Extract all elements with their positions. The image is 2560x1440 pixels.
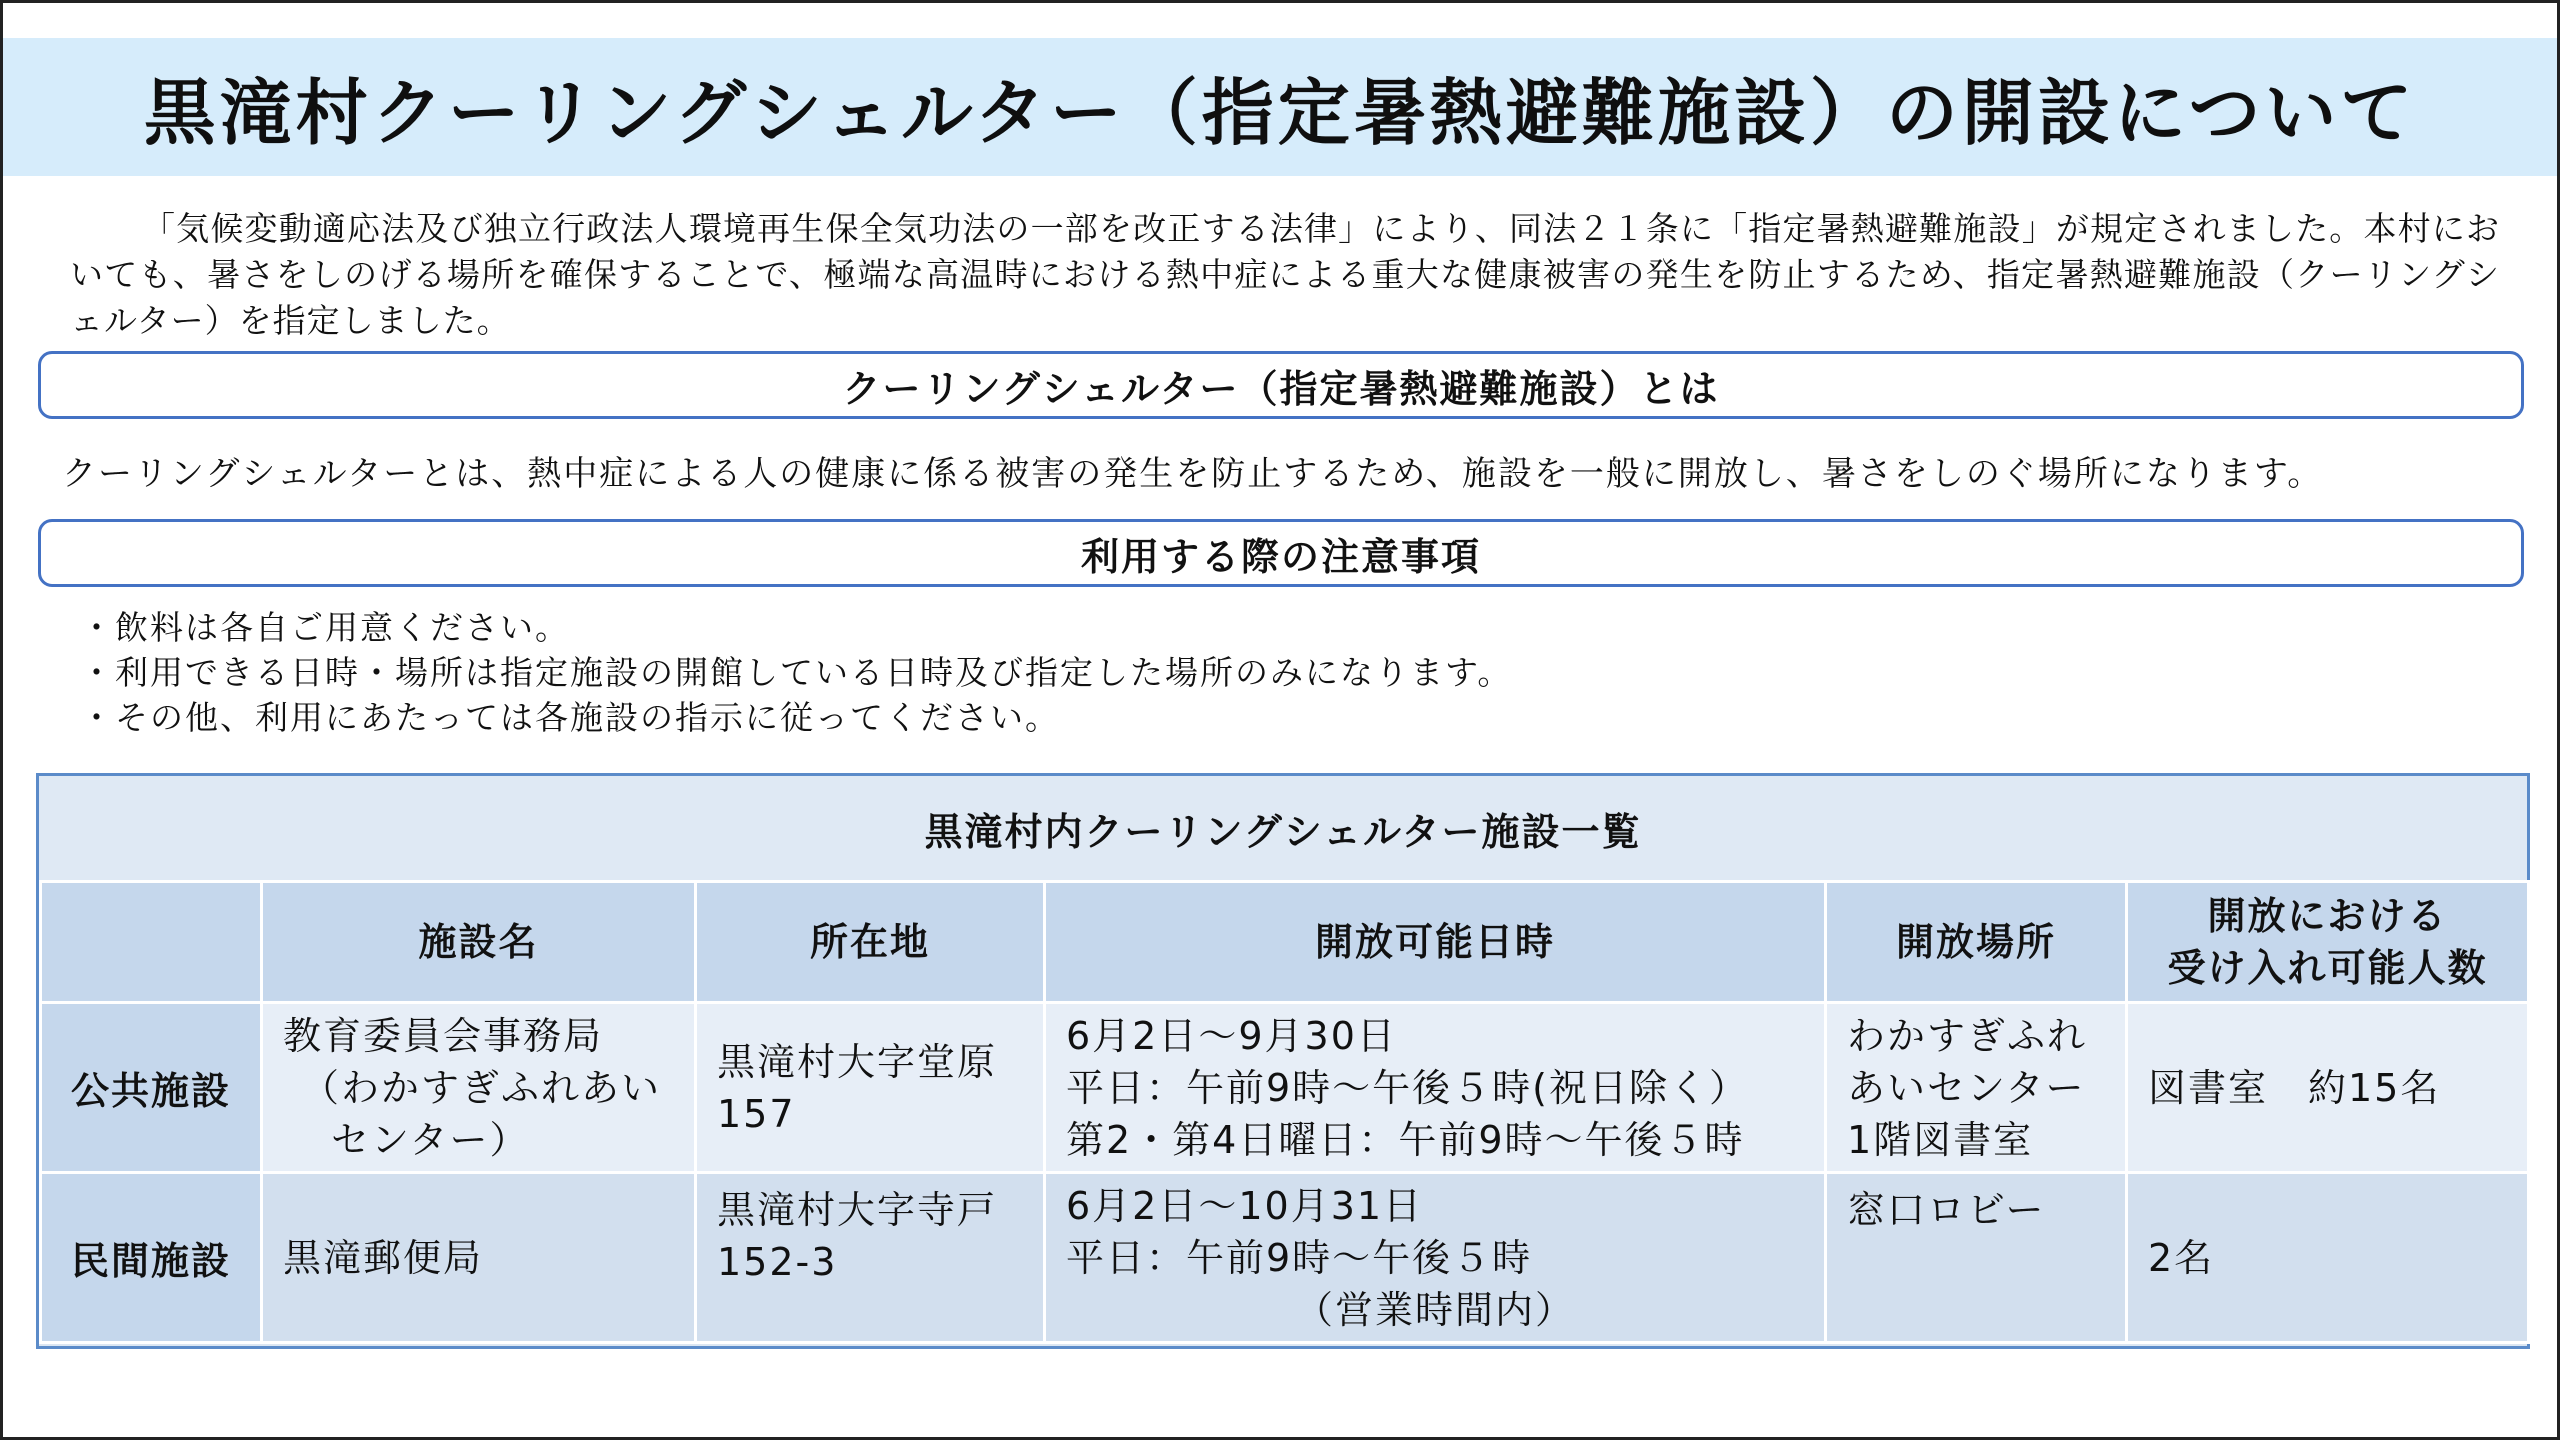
definition-text: クーリングシェルターとは、熱中症による人の健康に係る被害の発生を防止するため、施設を一般に開放し、暑さをしのぐ場所になります。 bbox=[62, 454, 2324, 494]
row-category: 民間施設 bbox=[41, 1173, 262, 1343]
place-line: あいセンター bbox=[1847, 1065, 2086, 1110]
notes-heading: 利用する際の注意事項 bbox=[38, 519, 2524, 587]
table-caption: 黒滝村内クーリングシェルター施設一覧 bbox=[39, 776, 2527, 880]
header-address: 所在地 bbox=[696, 882, 1045, 1003]
note-item: ・その他、利用にあたっては各施設の指示に従ってください。 bbox=[80, 698, 1060, 737]
facility-name-line: 教育委員会事務局 bbox=[283, 1013, 604, 1058]
note-item: ・飲料は各自ご用意ください。 bbox=[80, 608, 570, 647]
facility-name-cell bbox=[262, 1003, 696, 1173]
capacity-cell: 図書室 約15名 bbox=[2127, 1003, 2529, 1173]
address-line: 152-3 bbox=[717, 1240, 838, 1284]
address-line: 157 bbox=[717, 1091, 796, 1136]
hours-line: 6月2日～9月30日 bbox=[1066, 1013, 1397, 1058]
facility-name-line: センター） bbox=[331, 1117, 530, 1162]
header-name: 施設名 bbox=[262, 882, 696, 1003]
table-row bbox=[41, 1003, 2529, 1173]
place-line: 1階図書室 bbox=[1847, 1117, 2034, 1162]
header-capacity bbox=[2127, 882, 2529, 1003]
header-hours: 開放可能日時 bbox=[1045, 882, 1826, 1003]
facility-name-cell bbox=[262, 1173, 696, 1343]
address-line: 黒滝村大字寺戸 bbox=[717, 1188, 998, 1232]
place-cell bbox=[1826, 1173, 2127, 1343]
hours-line: 第2・第4日曜日：午前9時～午後５時 bbox=[1066, 1117, 1745, 1162]
hours-cell bbox=[1045, 1003, 1826, 1173]
definition-heading: クーリングシェルター（指定暑熱避難施設）とは bbox=[38, 351, 2524, 419]
address-line: 黒滝村大字堂原 bbox=[717, 1039, 998, 1084]
hours-cell bbox=[1045, 1173, 1826, 1343]
place-cell bbox=[1826, 1003, 2127, 1173]
intro-paragraph: 「気候変動適応法及び独立行政法人環境再生保全気功法の一部を改正する法律」により、同法２１条に「指定暑熱避難施設」が規定されました。本村においても、暑さをしのげる場所を確保することで、極端な高温時における熱中症による重大な健康被害の発生を防止するため、指定暑熱避難施設（クーリングシェルター）を指定しました。 bbox=[70, 209, 2500, 340]
facility-table bbox=[39, 880, 2530, 1344]
table-row bbox=[41, 1173, 2529, 1343]
place-line: わかすぎふれ bbox=[1847, 1013, 2088, 1058]
title-banner bbox=[3, 38, 2557, 176]
row-category: 公共施設 bbox=[41, 1003, 262, 1173]
header-place: 開放場所 bbox=[1826, 882, 2127, 1003]
facility-name-line: 黒滝郵便局 bbox=[283, 1235, 484, 1280]
facility-table-container bbox=[36, 773, 2530, 1349]
hours-line: 平日：午前9時～午後５時 bbox=[1066, 1235, 1533, 1280]
address-cell bbox=[696, 1003, 1045, 1173]
address-cell bbox=[696, 1173, 1045, 1343]
page-title: 黒滝村クーリングシェルター（指定暑熱避難施設）の開設について bbox=[143, 71, 2417, 155]
hours-line: 平日：午前9時～午後５時(祝日除く） bbox=[1066, 1065, 1750, 1110]
table-header-row bbox=[41, 882, 2529, 1003]
hours-line: （営業時間内） bbox=[1294, 1287, 1575, 1332]
header-capacity-line1: 開放における bbox=[2207, 894, 2448, 938]
hours-line: 6月2日～10月31日 bbox=[1066, 1183, 1424, 1228]
header-capacity-line2: 受け入れ可能人数 bbox=[2167, 946, 2488, 990]
place-line: 窓口ロビー bbox=[1847, 1188, 2046, 1232]
notes-list bbox=[80, 605, 1512, 740]
note-item: ・利用できる日時・場所は指定施設の開館している日時及び指定した場所のみになります。 bbox=[80, 653, 1513, 692]
header-category bbox=[41, 882, 262, 1003]
capacity-cell: 2名 bbox=[2127, 1173, 2529, 1343]
facility-name-line: （わかすぎふれあい bbox=[301, 1065, 662, 1110]
